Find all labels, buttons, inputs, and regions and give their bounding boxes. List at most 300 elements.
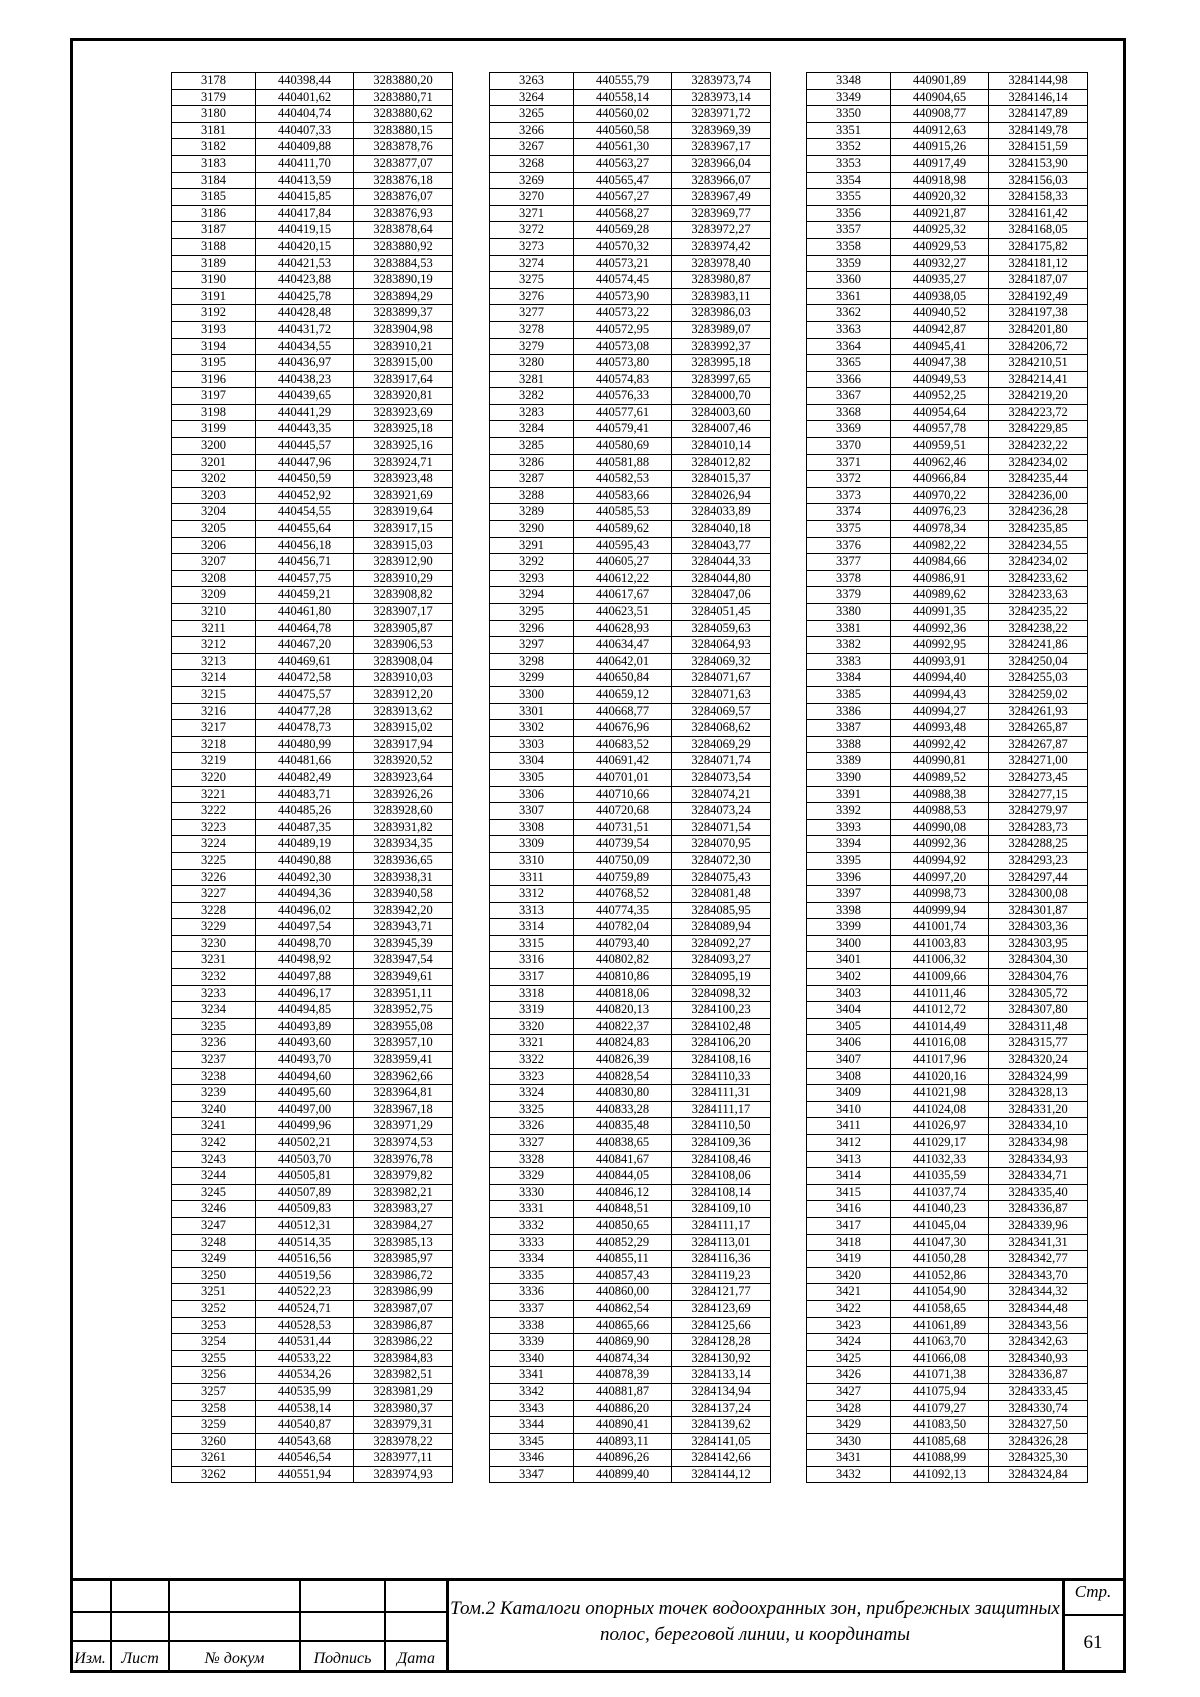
coordinate-y: 3284106,20 <box>672 1035 771 1052</box>
coordinate-y: 3284089,94 <box>672 919 771 936</box>
coordinate-y: 3284330,74 <box>989 1400 1088 1417</box>
coordinate-x: 440509,83 <box>256 1201 354 1218</box>
table-row <box>172 653 453 670</box>
coordinate-x: 440890,41 <box>574 1417 672 1434</box>
coordinate-y: 3284259,02 <box>989 686 1088 703</box>
point-number: 3215 <box>172 686 256 703</box>
coordinate-x: 440957,78 <box>891 421 989 438</box>
point-number: 3315 <box>490 935 574 952</box>
table-row <box>807 919 1088 936</box>
coordinate-x: 440952,25 <box>891 388 989 405</box>
coordinate-y: 3284342,63 <box>989 1334 1088 1351</box>
point-number: 3425 <box>807 1350 891 1367</box>
coordinate-x: 441079,27 <box>891 1400 989 1417</box>
coordinate-x: 440701,01 <box>574 769 672 786</box>
table-row <box>172 570 453 587</box>
coordinate-y: 3283966,04 <box>672 155 771 172</box>
coordinate-y: 3283876,07 <box>354 189 453 206</box>
table-row <box>172 1350 453 1367</box>
point-number: 3320 <box>490 1018 574 1035</box>
table-row <box>807 189 1088 206</box>
coordinate-y: 3284026,94 <box>672 487 771 504</box>
table-row <box>172 1433 453 1450</box>
point-number: 3343 <box>490 1400 574 1417</box>
table-row <box>807 255 1088 272</box>
table-row <box>807 238 1088 255</box>
table-row <box>490 487 771 504</box>
coordinate-y: 3284238,22 <box>989 620 1088 637</box>
point-number: 3275 <box>490 272 574 289</box>
coordinate-y: 3284315,77 <box>989 1035 1088 1052</box>
coordinate-y: 3283890,19 <box>354 272 453 289</box>
table-row <box>807 155 1088 172</box>
coordinate-x: 440546,54 <box>256 1450 354 1467</box>
coordinate-y: 3283923,69 <box>354 404 453 421</box>
coordinate-x: 441045,04 <box>891 1217 989 1234</box>
coordinate-x: 440524,71 <box>256 1300 354 1317</box>
coordinate-x: 440560,58 <box>574 122 672 139</box>
table-row <box>172 1383 453 1400</box>
coordinate-y: 3284304,76 <box>989 969 1088 986</box>
coordinate-x: 440434,55 <box>256 338 354 355</box>
coordinate-x: 440452,92 <box>256 487 354 504</box>
table-row <box>172 321 453 338</box>
point-number: 3270 <box>490 189 574 206</box>
coordinate-y: 3283934,35 <box>354 836 453 853</box>
point-number: 3289 <box>490 504 574 521</box>
table-row <box>807 1300 1088 1317</box>
point-number: 3240 <box>172 1101 256 1118</box>
table-row <box>807 587 1088 604</box>
coordinate-y: 3284010,14 <box>672 438 771 455</box>
point-number: 3328 <box>490 1151 574 1168</box>
point-number: 3199 <box>172 421 256 438</box>
coordinate-y: 3284320,24 <box>989 1052 1088 1069</box>
point-number: 3303 <box>490 736 574 753</box>
point-number: 3262 <box>172 1466 256 1483</box>
coordinate-x: 440731,51 <box>574 819 672 836</box>
coordinate-x: 440512,31 <box>256 1217 354 1234</box>
table-row <box>172 1018 453 1035</box>
coordinate-x: 440628,93 <box>574 620 672 637</box>
coordinate-y: 3284336,87 <box>989 1367 1088 1384</box>
table-row <box>172 371 453 388</box>
point-number: 3431 <box>807 1450 891 1467</box>
point-number: 3239 <box>172 1085 256 1102</box>
point-number: 3198 <box>172 404 256 421</box>
coordinate-y: 3283945,39 <box>354 935 453 952</box>
coordinate-y: 3283878,64 <box>354 222 453 239</box>
point-number: 3404 <box>807 1002 891 1019</box>
coordinate-y: 3283992,37 <box>672 338 771 355</box>
point-number: 3325 <box>490 1101 574 1118</box>
coordinate-y: 3284156,03 <box>989 172 1088 189</box>
point-number: 3377 <box>807 554 891 571</box>
coordinate-y: 3284219,20 <box>989 388 1088 405</box>
coordinate-x: 440623,51 <box>574 604 672 621</box>
coordinate-x: 440994,40 <box>891 670 989 687</box>
point-number: 3281 <box>490 371 574 388</box>
coordinate-x: 440456,71 <box>256 554 354 571</box>
table-row <box>807 454 1088 471</box>
coordinate-y: 3284128,28 <box>672 1334 771 1351</box>
coordinate-y: 3284187,07 <box>989 272 1088 289</box>
point-number: 3374 <box>807 504 891 521</box>
coordinate-x: 440612,22 <box>574 570 672 587</box>
coordinate-y: 3284192,49 <box>989 288 1088 305</box>
coordinate-y: 3284223,72 <box>989 404 1088 421</box>
coordinate-y: 3283910,03 <box>354 670 453 687</box>
coordinate-x: 440989,52 <box>891 769 989 786</box>
table-row <box>807 753 1088 770</box>
point-number: 3369 <box>807 421 891 438</box>
table-row <box>172 736 453 753</box>
coordinate-x: 440925,32 <box>891 222 989 239</box>
coordinate-y: 3284334,71 <box>989 1168 1088 1185</box>
table-row <box>172 786 453 803</box>
table-row <box>807 205 1088 222</box>
table-row <box>807 1184 1088 1201</box>
point-number: 3222 <box>172 803 256 820</box>
coordinate-y: 3283971,29 <box>354 1118 453 1135</box>
table-row <box>807 1367 1088 1384</box>
point-number: 3318 <box>490 985 574 1002</box>
coordinate-y: 3283884,53 <box>354 255 453 272</box>
coordinate-y: 3283973,14 <box>672 89 771 106</box>
coordinate-x: 440962,46 <box>891 454 989 471</box>
point-number: 3235 <box>172 1018 256 1035</box>
coordinate-x: 440848,51 <box>574 1201 672 1218</box>
coordinate-y: 3283962,66 <box>354 1068 453 1085</box>
point-number: 3274 <box>490 255 574 272</box>
coordinate-y: 3283985,97 <box>354 1251 453 1268</box>
coordinate-y: 3284158,33 <box>989 189 1088 206</box>
coordinate-y: 3284334,93 <box>989 1151 1088 1168</box>
coordinate-y: 3283976,78 <box>354 1151 453 1168</box>
table-row <box>490 653 771 670</box>
table-row <box>807 886 1088 903</box>
table-row <box>172 1251 453 1268</box>
coordinate-y: 3284234,55 <box>989 537 1088 554</box>
coordinate-x: 440942,87 <box>891 321 989 338</box>
point-number: 3233 <box>172 985 256 1002</box>
coordinate-y: 3283925,16 <box>354 438 453 455</box>
coordinate-x: 441032,33 <box>891 1151 989 1168</box>
coordinate-x: 440409,88 <box>256 139 354 156</box>
point-number: 3347 <box>490 1466 574 1483</box>
table-row <box>490 969 771 986</box>
coordinate-x: 440461,80 <box>256 604 354 621</box>
coordinate-x: 440456,18 <box>256 537 354 554</box>
point-number: 3397 <box>807 886 891 903</box>
table-row <box>490 736 771 753</box>
point-number: 3249 <box>172 1251 256 1268</box>
point-number: 3227 <box>172 886 256 903</box>
table-row <box>490 1317 771 1334</box>
point-number: 3278 <box>490 321 574 338</box>
table-row <box>172 1466 453 1483</box>
point-number: 3311 <box>490 869 574 886</box>
table-row <box>172 587 453 604</box>
coordinate-y: 3284108,14 <box>672 1184 771 1201</box>
coordinate-x: 440852,29 <box>574 1234 672 1251</box>
coordinate-x: 440940,52 <box>891 305 989 322</box>
coordinate-y: 3284234,02 <box>989 554 1088 571</box>
table-row <box>490 769 771 786</box>
point-number: 3351 <box>807 122 891 139</box>
coordinate-x: 441061,89 <box>891 1317 989 1334</box>
coordinate-x: 440921,87 <box>891 205 989 222</box>
point-number: 3384 <box>807 670 891 687</box>
table-row <box>807 1234 1088 1251</box>
coordinate-y: 3283928,60 <box>354 803 453 820</box>
point-number: 3204 <box>172 504 256 521</box>
coordinate-y: 3284303,36 <box>989 919 1088 936</box>
coordinate-y: 3283986,72 <box>354 1267 453 1284</box>
coordinate-y: 3283997,65 <box>672 371 771 388</box>
coordinate-y: 3284235,85 <box>989 521 1088 538</box>
point-number: 3312 <box>490 886 574 903</box>
table-row <box>172 1101 453 1118</box>
coordinate-x: 440986,91 <box>891 570 989 587</box>
table-row <box>490 139 771 156</box>
table-row <box>490 1035 771 1052</box>
coordinate-x: 440401,62 <box>256 89 354 106</box>
coordinate-x: 440503,70 <box>256 1151 354 1168</box>
point-number: 3371 <box>807 454 891 471</box>
coordinate-x: 440993,48 <box>891 720 989 737</box>
stamp-signature-label: Подпись <box>313 1650 372 1667</box>
table-row <box>490 720 771 737</box>
point-number: 3205 <box>172 521 256 538</box>
coordinate-x: 440577,61 <box>574 404 672 421</box>
coordinate-y: 3284206,72 <box>989 338 1088 355</box>
coordinate-x: 440454,55 <box>256 504 354 521</box>
table-row <box>490 637 771 654</box>
coordinate-x: 440874,34 <box>574 1350 672 1367</box>
coordinate-x: 440993,91 <box>891 653 989 670</box>
table-row <box>490 554 771 571</box>
point-number: 3210 <box>172 604 256 621</box>
point-number: 3361 <box>807 288 891 305</box>
coordinate-y: 3283880,20 <box>354 73 453 90</box>
point-number: 3396 <box>807 869 891 886</box>
table-row <box>807 902 1088 919</box>
coordinate-y: 3284301,87 <box>989 902 1088 919</box>
coordinate-x: 440492,30 <box>256 869 354 886</box>
point-number: 3406 <box>807 1035 891 1052</box>
coordinate-x: 440573,08 <box>574 338 672 355</box>
table-row <box>172 686 453 703</box>
coordinate-x: 440485,26 <box>256 803 354 820</box>
point-number: 3214 <box>172 670 256 687</box>
coordinate-y: 3283899,37 <box>354 305 453 322</box>
table-row <box>490 205 771 222</box>
coordinate-x: 440534,26 <box>256 1367 354 1384</box>
table-row <box>172 1052 453 1069</box>
table-row <box>172 869 453 886</box>
table-row <box>807 769 1088 786</box>
coordinate-y: 3283917,15 <box>354 521 453 538</box>
coordinate-x: 441050,28 <box>891 1251 989 1268</box>
table-row <box>172 637 453 654</box>
coordinate-y: 3284326,28 <box>989 1433 1088 1450</box>
coordinate-x: 440425,78 <box>256 288 354 305</box>
point-number: 3296 <box>490 620 574 637</box>
table-row <box>490 753 771 770</box>
coordinate-x: 440579,41 <box>574 421 672 438</box>
coordinate-x: 440494,60 <box>256 1068 354 1085</box>
point-number: 3403 <box>807 985 891 1002</box>
coordinate-x: 440496,17 <box>256 985 354 1002</box>
table-row <box>172 1367 453 1384</box>
coordinate-x: 440497,00 <box>256 1101 354 1118</box>
table-row <box>172 255 453 272</box>
coordinate-y: 3283880,71 <box>354 89 453 106</box>
coordinate-x: 440826,39 <box>574 1052 672 1069</box>
table-row <box>172 122 453 139</box>
coordinate-y: 3283967,17 <box>672 139 771 156</box>
table-row <box>172 1118 453 1135</box>
coordinate-x: 440984,66 <box>891 554 989 571</box>
coordinate-y: 3284137,24 <box>672 1400 771 1417</box>
coordinate-y: 3284144,98 <box>989 73 1088 90</box>
table-row <box>490 852 771 869</box>
coordinate-y: 3284012,82 <box>672 454 771 471</box>
coordinate-x: 440477,28 <box>256 703 354 720</box>
coordinate-y: 3283974,93 <box>354 1466 453 1483</box>
point-number: 3346 <box>490 1450 574 1467</box>
coordinate-y: 3283969,39 <box>672 122 771 139</box>
point-number: 3379 <box>807 587 891 604</box>
point-number: 3279 <box>490 338 574 355</box>
table-row <box>490 1300 771 1317</box>
coordinate-x: 440990,81 <box>891 753 989 770</box>
coordinate-x: 440617,67 <box>574 587 672 604</box>
table-row <box>172 720 453 737</box>
point-number: 3272 <box>490 222 574 239</box>
coordinate-x: 441035,59 <box>891 1168 989 1185</box>
point-number: 3324 <box>490 1085 574 1102</box>
coordinate-x: 440459,21 <box>256 587 354 604</box>
table-row <box>172 355 453 372</box>
table-row <box>172 836 453 853</box>
coordinate-y: 3284341,31 <box>989 1234 1088 1251</box>
point-number: 3231 <box>172 952 256 969</box>
table-row <box>807 1334 1088 1351</box>
point-number: 3302 <box>490 720 574 737</box>
coordinate-y: 3284233,62 <box>989 570 1088 587</box>
table-row <box>172 288 453 305</box>
coordinate-y: 3284324,99 <box>989 1068 1088 1085</box>
table-row <box>807 670 1088 687</box>
table-row <box>490 604 771 621</box>
point-number: 3213 <box>172 653 256 670</box>
point-number: 3301 <box>490 703 574 720</box>
point-number: 3341 <box>490 1367 574 1384</box>
coordinate-y: 3284142,66 <box>672 1450 771 1467</box>
coordinate-y: 3284273,45 <box>989 769 1088 786</box>
point-number: 3323 <box>490 1068 574 1085</box>
coordinate-y: 3284233,63 <box>989 587 1088 604</box>
table-row <box>807 1267 1088 1284</box>
table-row <box>490 1267 771 1284</box>
coordinate-x: 440574,83 <box>574 371 672 388</box>
coordinate-y: 3284071,63 <box>672 686 771 703</box>
point-number: 3229 <box>172 919 256 936</box>
coordinate-y: 3284109,36 <box>672 1135 771 1152</box>
table-row <box>172 471 453 488</box>
table-row <box>490 703 771 720</box>
point-number: 3209 <box>172 587 256 604</box>
coordinate-x: 440759,89 <box>574 869 672 886</box>
coordinate-y: 3284261,93 <box>989 703 1088 720</box>
point-number: 3395 <box>807 852 891 869</box>
coordinate-y: 3284283,73 <box>989 819 1088 836</box>
table-row <box>172 969 453 986</box>
table-row <box>172 1267 453 1284</box>
coordinate-x: 441040,23 <box>891 1201 989 1218</box>
point-number: 3247 <box>172 1217 256 1234</box>
point-number: 3317 <box>490 969 574 986</box>
table-row <box>807 537 1088 554</box>
coordinate-y: 3283936,65 <box>354 852 453 869</box>
table-row <box>490 471 771 488</box>
coordinate-x: 440478,73 <box>256 720 354 737</box>
coordinate-y: 3283906,53 <box>354 637 453 654</box>
point-number: 3185 <box>172 189 256 206</box>
coordinate-x: 440528,53 <box>256 1317 354 1334</box>
coordinate-x: 441024,08 <box>891 1101 989 1118</box>
table-row <box>172 1201 453 1218</box>
coordinate-y: 3284303,95 <box>989 935 1088 952</box>
table-row <box>172 338 453 355</box>
coordinate-y: 3284288,25 <box>989 836 1088 853</box>
coordinate-y: 3284235,44 <box>989 471 1088 488</box>
table-row <box>807 222 1088 239</box>
point-number: 3284 <box>490 421 574 438</box>
table-row <box>490 819 771 836</box>
table-row <box>172 1135 453 1152</box>
coordinate-x: 440561,30 <box>574 139 672 156</box>
table-row <box>807 686 1088 703</box>
coordinate-x: 440555,79 <box>574 73 672 90</box>
coordinate-y: 3284102,48 <box>672 1018 771 1035</box>
point-number: 3253 <box>172 1317 256 1334</box>
coordinate-x: 440497,88 <box>256 969 354 986</box>
coordinate-y: 3283978,22 <box>354 1433 453 1450</box>
coordinate-y: 3284265,87 <box>989 720 1088 737</box>
table-row <box>172 438 453 455</box>
table-row <box>807 487 1088 504</box>
coordinate-x: 440565,47 <box>574 172 672 189</box>
table-row <box>490 869 771 886</box>
coordinate-x: 440935,27 <box>891 272 989 289</box>
coordinate-x: 440932,27 <box>891 255 989 272</box>
point-number: 3370 <box>807 438 891 455</box>
coordinate-y: 3283978,40 <box>672 255 771 272</box>
table-row <box>490 1018 771 1035</box>
coordinate-x: 440595,43 <box>574 537 672 554</box>
table-row <box>490 189 771 206</box>
point-number: 3216 <box>172 703 256 720</box>
point-number: 3357 <box>807 222 891 239</box>
point-number: 3299 <box>490 670 574 687</box>
coordinate-x: 440411,70 <box>256 155 354 172</box>
coordinate-y: 3284068,62 <box>672 720 771 737</box>
point-number: 3408 <box>807 1068 891 1085</box>
document-title: Том.2 Каталоги опорных точек водоохранных зон, прибрежных защитных полос, береговой линии, и координаты <box>450 1598 1060 1645</box>
